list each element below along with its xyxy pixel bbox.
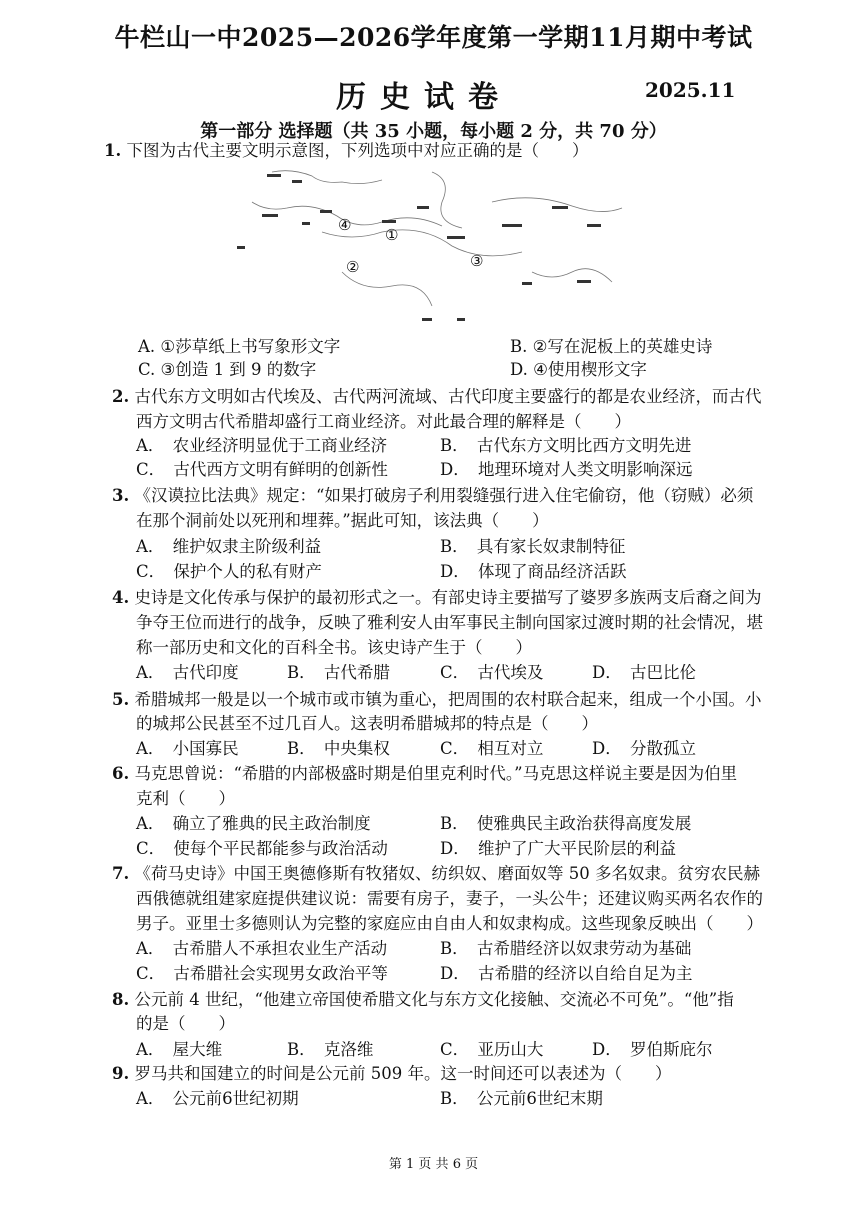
question-9-option-a: A． 公元前6世纪初期 xyxy=(136,1089,299,1108)
question-8-option-d: D． 罗伯斯庇尔 xyxy=(592,1040,713,1059)
question-stem-line: 克利（ ） xyxy=(136,789,235,808)
question-stem-line: 西方文明古代希腊却盛行工商业经济。对此最合理的解释是（ ） xyxy=(136,412,631,431)
question-2-option-d: D． 地理环境对人类文明影响深远 xyxy=(440,460,693,479)
question-stem-line: 《荷马史诗》中国王奥德修斯有牧猪奴、纺织奴、磨面奴等 50 多名奴隶。贫穷农民赫 xyxy=(134,864,760,883)
question-1-option-c: C. ③创造 1 到 9 的数字 xyxy=(138,360,317,379)
question-4-option-b: B． 古代希腊 xyxy=(287,663,390,682)
map-label-smudge xyxy=(422,318,432,321)
question-number: 7. xyxy=(112,864,130,883)
question-9-stem-line xyxy=(112,1064,671,1084)
map-label-smudge xyxy=(417,206,429,209)
question-1-option-a: A. ①莎草纸上书写象形文字 xyxy=(138,337,341,356)
question-stem-line: 的城邦公民甚至不过几百人。这表明希腊城邦的特点是（ ） xyxy=(136,714,598,733)
question-stem-line: 西俄德就组建家庭提供建议说：需要有房子，妻子，一头公牛；还建议购买两名农作的 xyxy=(136,889,763,908)
question-5-option-d: D． 分散孤立 xyxy=(592,739,696,758)
map-label-smudge xyxy=(522,282,532,285)
question-8-option-c: C． 亚历山大 xyxy=(440,1040,544,1059)
section-heading: 第一部分 选择题（共 35 小题，每小题 2 分，共 70 分） xyxy=(200,121,667,142)
map-coastline xyxy=(492,198,622,212)
map-coastline xyxy=(532,269,612,282)
question-number: 6. xyxy=(112,764,130,783)
question-4-stem-line xyxy=(112,588,761,608)
question-stem-line: 罗马共和国建立的时间是公元前 509 年。这一时间还可以表述为（ ） xyxy=(134,1064,672,1083)
question-2-option-b: B． 古代东方文明比西方文明先进 xyxy=(440,436,692,455)
question-1-option-b: B. ②写在泥板上的英雄史诗 xyxy=(510,337,713,356)
question-stem-line: 公元前 4 世纪，“他建立帝国使希腊文化与东方文化接触、交流必不可免”。“他”指 xyxy=(134,990,734,1009)
question-3-option-a: A． 维护奴隶主阶级利益 xyxy=(136,537,322,556)
map-marker-4: ④ xyxy=(338,216,352,234)
question-2-option-a: A． 农业经济明显优于工商业经济 xyxy=(136,436,388,455)
question-number: 2. xyxy=(112,387,130,406)
question-stem-line: 称一部历史和文化的百科全书。该史诗产生于（ ） xyxy=(136,638,532,657)
question-1-stem xyxy=(104,141,588,161)
question-stem-line: 古代东方文明如古代埃及、古代两河流域、古代印度主要盛行的都是农业经济，而古代 xyxy=(134,387,762,406)
question-3-option-c: C． 保护个人的私有财产 xyxy=(136,562,322,581)
question-stem-line: 《汉谟拉比法典》规定：“如果打破房子利用裂缝强行进入住宅偷窃，他（窃贼）必须 xyxy=(134,486,754,505)
map-label-smudge xyxy=(577,280,591,283)
question-stem-line: 下图为古代主要文明示意图，下列选项中对应正确的是（ ） xyxy=(126,141,589,160)
map-label-smudge xyxy=(302,222,310,225)
question-stem-line: 的是（ ） xyxy=(136,1014,235,1033)
subject-title: 历史试卷 xyxy=(336,80,512,115)
map-label-smudge xyxy=(457,318,465,321)
question-number: 5. xyxy=(112,690,130,709)
map-coastline xyxy=(342,272,432,306)
map-label-smudge xyxy=(237,246,245,249)
map-label-smudge xyxy=(292,180,302,183)
question-5-stem-line xyxy=(112,690,761,710)
question-number: 1. xyxy=(104,141,122,160)
question-number: 4. xyxy=(112,588,130,607)
question-5-option-a: A． 小国寡民 xyxy=(136,739,239,758)
map-marker-2: ② xyxy=(346,258,360,276)
question-6-option-d: D． 维护了广大平民阶层的利益 xyxy=(440,839,676,858)
map-label-smudge xyxy=(552,206,568,209)
map-label-smudge xyxy=(382,220,396,223)
question-3-option-d: D． 体现了商品经济活跃 xyxy=(440,562,627,581)
question-stem-line: 希腊城邦一般是以一个城市或市镇为重心，把周围的农村联合起来，组成一个小国。小 xyxy=(134,690,762,709)
question-5-option-b: B． 中央集权 xyxy=(287,739,390,758)
question-3-option-b: B． 具有家长奴隶制特征 xyxy=(440,537,626,556)
map-marker-3: ③ xyxy=(470,252,484,270)
map-label-smudge xyxy=(267,174,281,177)
exam-title: 牛栏山一中2025—2026学年度第一学期11月期中考试 xyxy=(114,23,753,52)
question-2-stem-line xyxy=(112,387,761,407)
question-8-option-a: A． 屋大维 xyxy=(136,1040,223,1059)
question-4-option-a: A． 古代印度 xyxy=(136,663,239,682)
question-6-option-b: B． 使雅典民主政治获得高度发展 xyxy=(440,814,692,833)
question-number: 8. xyxy=(112,990,130,1009)
map-coastline xyxy=(322,230,522,256)
question-8-option-b: B． 克洛维 xyxy=(287,1040,374,1059)
map-label-smudge xyxy=(262,214,278,217)
question-stem-line: 史诗是文化传承与保护的最初形式之一。有部史诗主要描写了婆罗多族两支后裔之间为 xyxy=(134,588,762,607)
question-3-stem-line xyxy=(112,486,753,506)
question-6-option-a: A． 确立了雅典的民主政治制度 xyxy=(136,814,371,833)
map-marker-1: ① xyxy=(385,226,399,244)
question-1-option-d: D. ④使用楔形文字 xyxy=(510,360,647,379)
question-stem-line: 在那个洞前处以死刑和埋葬。”据此可知，该法典（ ） xyxy=(136,511,549,530)
question-stem-line: 争夺王位而进行的战争，反映了雅利安人由军事民主制向国家过渡时期的社会情况，堪 xyxy=(136,613,763,632)
question-7-stem-line xyxy=(112,864,760,884)
question-5-option-c: C． 相互对立 xyxy=(440,739,544,758)
map-label-smudge xyxy=(320,210,332,213)
question-8-stem-line xyxy=(112,990,734,1010)
question-7-option-d: D． 古希腊的经济以自给自足为主 xyxy=(440,964,693,983)
question-stem-line: 男子。亚里士多德则认为完整的家庭应由自由人和奴隶构成。这些现象反映出（ ） xyxy=(136,914,763,933)
map-label-smudge xyxy=(447,236,465,239)
question-6-option-c: C． 使每个平民都能参与政治活动 xyxy=(136,839,388,858)
question-4-option-c: C． 古代埃及 xyxy=(440,663,544,682)
exam-date: 2025.11 xyxy=(645,78,736,102)
question-7-option-c: C． 古希腊社会实现男女政治平等 xyxy=(136,964,388,983)
question-6-stem-line xyxy=(112,764,737,784)
question-7-option-b: B． 古希腊经济以奴隶劳动为基础 xyxy=(440,939,692,958)
question-9-option-b: B． 公元前6世纪末期 xyxy=(440,1089,603,1108)
map-label-smudge xyxy=(502,224,522,227)
question-number: 3. xyxy=(112,486,130,505)
map-label-smudge xyxy=(587,224,601,227)
page-footer: 第 1 页 共 6 页 xyxy=(388,1157,479,1172)
question-7-option-a: A． 古希腊人不承担农业生产活动 xyxy=(136,939,388,958)
question-stem-line: 马克思曾说：“希腊的内部极盛时期是伯里克利时代。”马克思这样说主要是因为伯里 xyxy=(134,764,738,783)
question-number: 9. xyxy=(112,1064,130,1083)
map-coastline xyxy=(272,171,382,184)
ancient-civilizations-map xyxy=(232,162,627,332)
question-2-option-c: C． 古代西方文明有鲜明的创新性 xyxy=(136,460,388,479)
map-coastline xyxy=(432,172,462,228)
question-4-option-d: D． 古巴比伦 xyxy=(592,663,696,682)
